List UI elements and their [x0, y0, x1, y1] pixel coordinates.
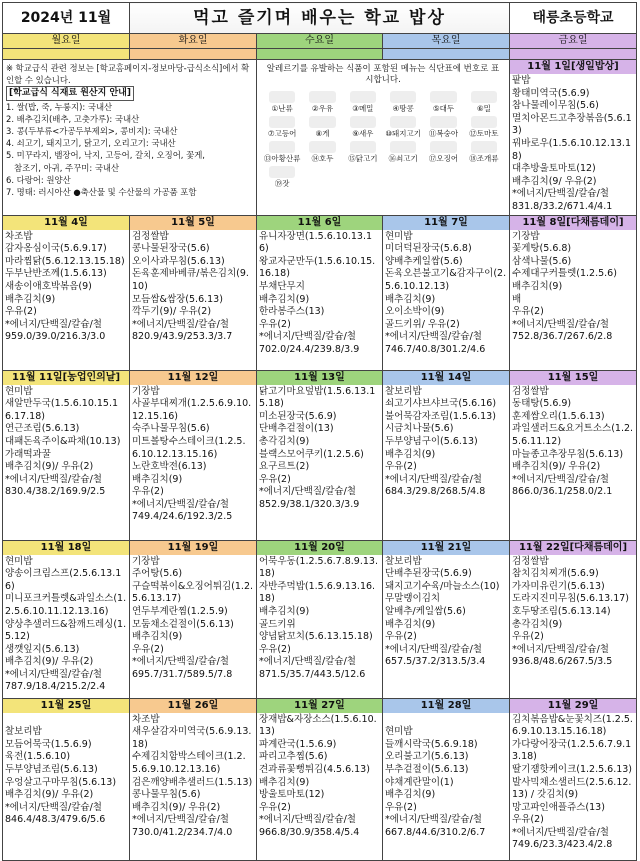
date-header: 11월 27일	[257, 699, 382, 713]
menu-items: 장재밥&자장소스(1.5.6.10.13) 파계란국(1.5.6.9) 파리고추찜(5.6) 견과류꽃뻥튀김(4.5.6.13) 배추김치(9) 방울토마토(12) 우유(2) *에너지/단백질/칼슘/철 966.8/30.9/358.4/5.4	[259, 713, 377, 838]
menu-cell	[257, 698, 383, 860]
date-header: 11월 28일	[383, 699, 509, 713]
allergy-label: ②우유	[311, 104, 334, 113]
date-header: 11월 12일	[130, 371, 256, 385]
allergy-label: ⑭호두	[311, 154, 334, 163]
menu-cell	[3, 540, 130, 698]
origin-info	[3, 60, 257, 216]
menu-items: 현미밥 미더덕된장국(5.6.8) 양배추케일쌈(5.6) 돈육오븐불고기&감자구이(2.5.6.10.12.13) 배추김치(9) 오이소박이(9) 골드키위/ 우유(2) *에너지/단백질/칼슘/철 746.7/40.8/301.2/4.6	[385, 230, 507, 355]
menu-items: 기장밥 주어탕(5.6) 구슬떡볶이&오징어튀김(1.2.5.6.13.17) 연두부계란찜(1.2.5.9) 모둠채소겉절이(5.6.13) 배추김치(9) 우유(2) *에너지/단백질/칼슘/철 695.7/31.7/589.5/7.8	[132, 555, 254, 680]
day-header-thu: 목요일	[383, 34, 510, 49]
allergy-item	[424, 90, 462, 113]
menu-items: 닭고기마요덮밥(1.5.6.13.15.18) 미소된장국(5.6.9) 단배추겉절이(13) 총각김치(9) 블랙스모어쿠키(1.2.5.6) 요구르트(2) 우유(2) *에너지/단백질/칼슘/철 852.9/38.1/320.3/3.9	[259, 385, 376, 510]
food-icon	[309, 116, 335, 128]
day-header-mon: 월요일	[3, 34, 130, 49]
allergy-item	[465, 140, 503, 163]
menu-cell	[383, 370, 510, 540]
info-note: ※ 학교급식 관련 정보는 [학교홈페이지-정보마당-급식소식]에서 확인할 수 있습니다.	[6, 63, 250, 86]
date-header: 11월 5일	[130, 216, 256, 230]
origin-line: 7. 명태: 러시아산 ●축산물 및 수산물의 가공품 포함	[6, 187, 197, 198]
food-icon	[269, 166, 295, 178]
allergy-item	[263, 90, 301, 113]
allergy-item	[344, 140, 382, 163]
allergy-label: ⑥밀	[476, 104, 491, 113]
allergy-item	[465, 90, 503, 113]
origin-line: 4. 쇠고기, 돼지고기, 닭고기, 오리고기: 국내산	[6, 138, 176, 149]
allergy-label: ⑰오징어	[428, 154, 459, 163]
food-icon	[471, 141, 497, 153]
menu-cell	[130, 370, 257, 540]
food-icon	[269, 116, 295, 128]
allergy-item	[384, 140, 422, 163]
blank-mon	[3, 49, 130, 60]
date-header: 11월 15일	[510, 371, 636, 385]
food-icon	[350, 116, 376, 128]
page-title: 먹고 즐기며 배우는 학교 밥상	[130, 3, 510, 34]
date-header: 11월 21일	[383, 541, 509, 555]
blank-tue	[130, 49, 257, 60]
allergy-item	[465, 115, 503, 138]
menu-items: 차조밥 새우살감자미역국(5.6.9.13.18) 수제김치함박스테이크(1.2.5.6.9.10.12.13.16) 검은깨양배추샐러드(1.5.13) 콩나물무침(5.6) 배추김치(9)/ 우유(2) *에너지/단백질/칼슘/철 730.0/41.2/234.7/4.0	[132, 713, 253, 838]
allergy-item	[344, 90, 382, 113]
menu-items: 현미밥 새알만두국(1.5.6.10.15.16.17.18) 연근조림(5.6.13) 대패돈육주이&파채(10.13) 가래떡과꿀 배추김치(9)/ 우유(2) *에너지/단백질/칼슘/철 830.4/38.2/169.9/2.5	[5, 385, 121, 498]
menu-items: 팥밥 황태미역국(5.6.9) 참나물레이무침(5.6) 멸치아몬드고추장볶음(5.6.13) 꿔바로우(1.5.6.10.12.13.18) 대추방울토마토(12) 배추김치(9/ 우유(2) *에너지/단백질/칼슘/철 831.8/33.2/671.4/4.1	[512, 75, 632, 212]
date-header: 11월 8일[다채름데이]	[510, 216, 636, 230]
menu-items: 현미밥 양송이크림스프(2.5.6.13.16) 미니포크커틀렛&과일소스(1.2.5.6.10.11.12.13.16) 양상추샐러드&참깨드레싱(1.5.12) 생깻잎지(5.6.13) 배추김치(9)/ 우유(2) *에너지/단백질/칼슘/철 787.9/18.4/215.2/2.4	[5, 555, 127, 693]
menu-cell	[3, 698, 130, 860]
allergy-label: ⑤대두	[432, 104, 455, 113]
date-header: 11월 1일[생일밥상]	[510, 60, 636, 74]
food-icon	[390, 91, 416, 103]
menu-cell	[383, 540, 510, 698]
food-icon	[309, 91, 335, 103]
date-header: 11월 7일	[383, 216, 509, 230]
menu-items: 검정쌀밥 동태탕(5.6.9) 훈제쌈오리(1.5.6.13) 과일샐러드&요거트소스(1.2.5.6.11.12) 마늘종고추장무침(5.6.13) 배추김치(9)/ 우유(2) *에너지/단백질/칼슘/철 866.0/36.1/258.0/2.1	[512, 385, 634, 498]
allergy-item	[263, 165, 301, 188]
menu-cell	[130, 215, 257, 370]
date-header: 11월 29일	[510, 699, 636, 713]
day-header-wed: 수요일	[257, 34, 383, 49]
allergy-item	[344, 115, 382, 138]
allergy-label: ⑫토마토	[469, 129, 499, 138]
date-header: 11월 18일	[3, 541, 129, 555]
food-icon	[471, 116, 497, 128]
origin-box-title: [학교급식 식재료 원산지 안내]	[6, 86, 134, 100]
allergy-item	[303, 140, 341, 163]
menu-items: 찰보리밥 모듬어묵국(1.5.6.9) 육전(1.5.6.10) 두부양념조림(5.6.13) 우엉살고구마무침(5.6.13) 배추김치(9)/ 우유(2) *에너지/단백질/칼슘/철 846.4/48.3/479.6/5.6	[5, 726, 117, 826]
menu-cell	[130, 540, 257, 698]
allergy-panel	[257, 60, 510, 216]
menu-cell	[383, 698, 510, 860]
origin-line: 참조기, 아귀, 주꾸미: 국내산	[6, 162, 120, 173]
day-header-tue: 화요일	[130, 34, 257, 49]
allergy-label: ⑨새우	[352, 129, 374, 138]
allergy-item	[263, 140, 301, 163]
menu-cell	[257, 540, 383, 698]
menu-cell	[510, 215, 637, 370]
food-icon	[390, 141, 416, 153]
date-header: 11월 22일[다채름데이]	[510, 541, 636, 555]
food-icon	[430, 141, 456, 153]
date-header: 11월 13일	[257, 371, 382, 385]
allergy-label: ①난류	[271, 104, 293, 113]
date-header: 11월 11일[농업인의날]	[3, 371, 129, 385]
date-header: 11월 19일	[130, 541, 256, 555]
menu-items: 기장밥 사골부대찌개(1.2.5.6.9.10.12.15.16) 숙주나물무침(5.6) 미트볼탕수스테이크(1.2.5.6.10.12.13.15.16) 노란호박전(6.13) 배추김치(9) 우유(2) *에너지/단백질/칼슘/철 749.4/24.6/192.3/2.5	[132, 385, 252, 523]
menu-table	[2, 2, 637, 861]
date-header: 11월 4일	[3, 216, 129, 230]
menu-items: 기장밥 꽃게탕(5.6.8) 삼색나물(5.6) 수제대구커틀렛(1.2.5.6) 배추김치(9) 배 우유(2) *에너지/단백질/칼슘/철 752.8/36.7/267.6/2.8	[512, 230, 617, 343]
origin-line: 1. 쌀(밥, 죽, 누룽지): 국내산	[6, 101, 113, 112]
menu-cell	[3, 370, 130, 540]
origin-line: 5. 미꾸라지, 뱀장어, 낙지, 고등어, 갈치, 오징어, 꽃게,	[6, 150, 205, 161]
allergy-item	[424, 140, 462, 163]
school-name: 태릉초등학교	[510, 3, 637, 34]
date-header: 11월 25일	[3, 699, 129, 713]
allergy-label: ⑮닭고기	[348, 154, 378, 163]
menu-page	[2, 2, 636, 856]
menu-cell	[510, 370, 637, 540]
food-icon	[350, 91, 376, 103]
allergy-item	[384, 115, 422, 138]
allergy-label: ⑯쇠고기	[388, 154, 418, 163]
allergy-label: ⑲잣	[274, 179, 290, 188]
date-header: 11월 26일	[130, 699, 256, 713]
food-icon	[269, 141, 295, 153]
blank-thu	[383, 49, 510, 60]
menu-items: 김치볶음밥&눈꽃치즈(1.2.5.6.9.10.13.15.16.18) 가다랑어장국(1.2.5.6.7.9.13.18) 딸기잼핫케이크(1.2.5.6.13) 발사믹채소샐러드(2.5.6.12.13) / 갓김치(9) 망고파인애플쥬스(13) 우유(2) *에너지/단백질/칼슘/철 749.6/23.3/423.4/2.8	[512, 713, 633, 851]
menu-items: 찰보리밥 단배추된장국(5.6.9) 돼지고기수육/마늘소스(10) 무말랭이김치 알배추/케일쌈(5.6) 배추김치(9) 우유(2) *에너지/단백질/칼슘/철 657.5/37.2/313.5/3.4	[385, 555, 500, 668]
allergy-label: ⑱조개류	[469, 154, 499, 163]
menu-items: 검정쌀밥 콩나물된장국(5.6) 오이사과무침(5.6.13) 돈육훈제바베큐/볶은김치(9.10) 모듬쌈&쌈장(5.6.13) 깍두기(9)/ 우유(2) *에너지/단백질/칼슘/철 820.9/43.9/253.3/3.7	[132, 230, 249, 343]
date-header: 11월 14일	[383, 371, 509, 385]
origin-line: 6. 다랑어: 원양산	[6, 174, 71, 185]
date-header: 11월 6일	[257, 216, 382, 230]
blank-wed	[257, 49, 383, 60]
food-icon	[390, 116, 416, 128]
allergy-label: ⑪복숭아	[428, 129, 459, 138]
allergy-label: ④땅콩	[392, 104, 414, 113]
food-icon	[430, 91, 456, 103]
origin-line: 3. 콩(두부류<가공두부제외>, 콩비지): 국내산	[6, 126, 178, 137]
food-icon	[471, 91, 497, 103]
food-icon	[309, 141, 335, 153]
menu-cell-nov1	[510, 60, 637, 216]
year-month: 2024년 11월	[3, 3, 130, 34]
allergy-label: ③메밀	[352, 104, 374, 113]
day-header-fri: 금요일	[510, 34, 637, 49]
allergy-grid	[263, 90, 503, 188]
allergy-item	[384, 90, 422, 113]
origin-line: 2. 배추김치(배추, 고춧가루): 국내산	[6, 113, 140, 124]
allergy-label: ⑦고등어	[267, 129, 297, 138]
food-icon	[269, 91, 295, 103]
menu-cell	[383, 215, 510, 370]
menu-items: 차조밥 감자옹심이국(5.6.9.17) 마라찜닭(5.6.12.13.15.18) 두부난반조께(1.5.6.13) 새송이애호박볶음(9) 배추김치(9) 우유(2) *에너지/단백질/칼슘/철 959.0/39.0/216.3/3.0	[5, 230, 125, 343]
food-icon	[350, 141, 376, 153]
allergy-item	[263, 115, 301, 138]
date-header: 11월 20일	[257, 541, 382, 555]
menu-items: 어묵우동(1.2.5.6.7.8.9.13.18) 자반주먹밥(1.5.6.9.13.16.18) 배추김치(9) 골드키위 양념닭꼬치(5.6.13.15.18) 우유(2) *에너지/단백질/칼슘/철 871.5/35.7/443.5/12.6	[259, 555, 378, 680]
menu-cell	[510, 540, 637, 698]
menu-items: 검정쌀밥 참치김치찌개(5.6.9) 가자미유린기(5.6.13) 도라지진미무침(5.6.13.17) 호두땅조림(5.6.13.14) 총각김치(9) 우유(2) *에너지/단백질/칼슘/철 936.8/48.6/267.5/3.5	[512, 555, 629, 668]
menu-cell	[130, 698, 257, 860]
allergy-item	[303, 90, 341, 113]
allergy-label: ⑩돼지고기	[385, 129, 422, 138]
allergy-label: ⑧게	[315, 129, 330, 138]
menu-cell	[257, 370, 383, 540]
blank-fri	[510, 49, 637, 60]
menu-cell	[510, 698, 637, 860]
menu-items: 찰보리밥 쇠고기샤브샤브국(5.6.16) 불어묵감자조림(1.5.6.13) 시금치나물(5.6) 두부양념구이(5.6.13) 배추김치(9) 우유(2) *에너지/단백질/칼슘/철 684.3/29.8/268.5/4.8	[385, 385, 497, 498]
allergy-heading: 알레르기를 유발하는 식품이 포함된 메뉴는 식단표에 번호로 표시합니다.	[266, 64, 500, 85]
menu-cell	[3, 215, 130, 370]
menu-cell	[257, 215, 383, 370]
allergy-item	[303, 115, 341, 138]
menu-items: 유니자장면(1.5.6.10.13.16) 왕교자군만두(1.5.6.10.15.16.18) 부채단무지 배추김치(9) 한라봉주스(13) 우유(2) *에너지/단백질/칼슘/철 702.0/24.4/239.8/3.9	[259, 230, 376, 355]
food-icon	[430, 116, 456, 128]
menu-items: 현미밥 들깨시락국(5.6.9.18) 오리불고기(5.6.13) 부추겉절이(5.6.13) 야채계란말이(1) 배추김치(9) 우유(2) *에너지/단백질/칼슘/철 667.8/44.6/310.2/6.7	[385, 726, 486, 838]
allergy-label: ⑬아황산류	[263, 154, 301, 163]
allergy-item	[424, 115, 462, 138]
